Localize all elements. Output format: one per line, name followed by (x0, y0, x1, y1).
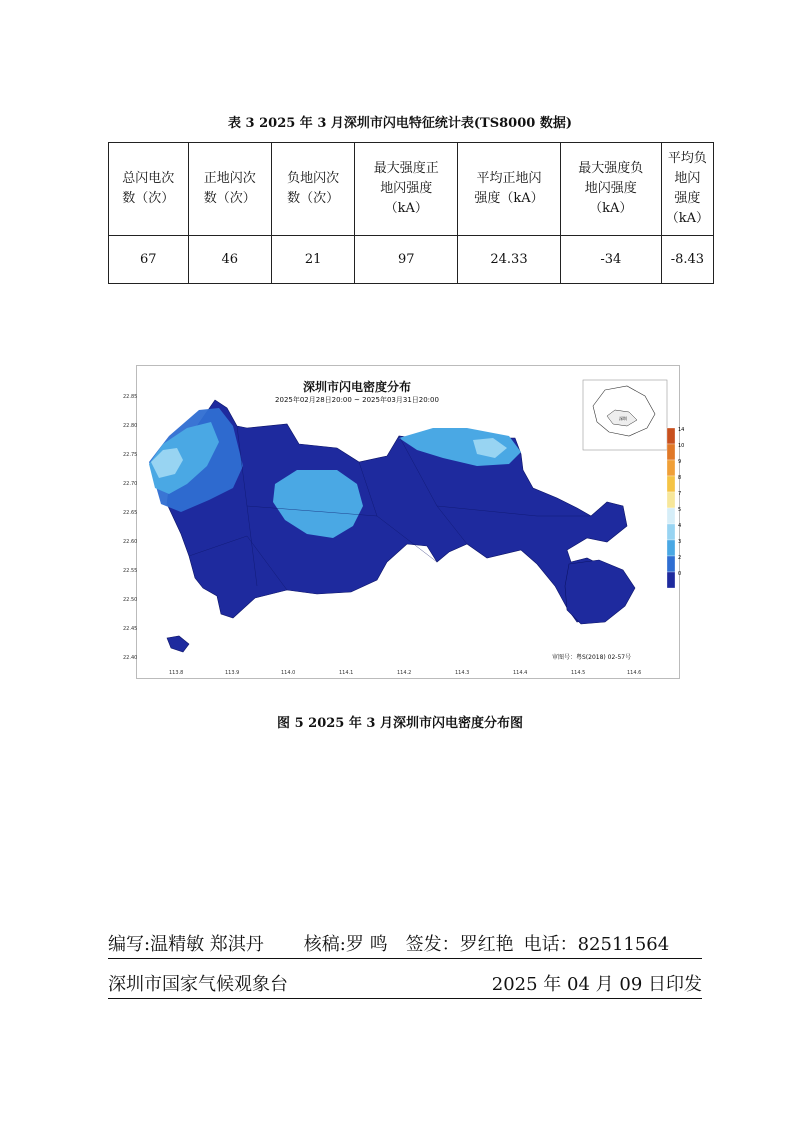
table-header-row (109, 143, 714, 236)
value-avg-positive: 24.33 (458, 236, 561, 284)
figure-caption: 图 5 2025 年 3 月深圳市闪电密度分布图 (277, 716, 523, 731)
legend-swatch (667, 508, 675, 524)
density-legend (667, 427, 684, 588)
legend-swatch (667, 524, 675, 540)
legend-swatch (667, 572, 675, 588)
shenzhen-landmass (167, 400, 627, 622)
value-avg-negative: -8.43 (661, 236, 713, 284)
legend-swatch (667, 444, 675, 460)
lon-tick: 113.9 (225, 670, 240, 676)
lightning-density-map (123, 365, 685, 679)
legend-tick-label: 3 (678, 539, 682, 545)
value-negative-cg: 21 (271, 236, 354, 284)
lat-tick: 22.60 (123, 539, 138, 545)
lon-tick: 114.5 (571, 670, 586, 676)
header-max-negative: 最大强度负 地闪强度 （kA） (560, 143, 661, 236)
lat-tick: 22.55 (123, 568, 138, 574)
value-total-flashes: 67 (109, 236, 189, 284)
legend-swatch (667, 428, 675, 444)
legend-tick-label: 2 (678, 555, 682, 561)
table-caption: 表 3 2025 年 3 月深圳市闪电特征统计表(TS8000 数据) (228, 116, 572, 131)
footer-date: 2025 年 04 月 09 日印发 (491, 974, 702, 995)
legend-swatch (667, 540, 675, 556)
header-positive-cg: 正地闪次 数（次） (188, 143, 271, 236)
lat-tick: 22.85 (123, 394, 138, 400)
legend-tick-label: 0 (678, 571, 682, 577)
footer-phone: 电话：82511564 (523, 934, 670, 955)
lat-tick: 22.70 (123, 481, 138, 487)
footer-reviewer: 核稿:罗 鸣 (303, 934, 388, 955)
lat-tick: 22.50 (123, 597, 138, 603)
header-avg-negative: 平均负地闪 强度（kA） (661, 143, 713, 236)
map-subtitle: 2025年02月28日20:00 ~ 2025年03月31日20:00 (275, 396, 439, 404)
legend-tick-label: 10 (678, 443, 685, 449)
legend-tick-label: 8 (678, 475, 682, 481)
southeast-peninsula (565, 560, 635, 624)
inset-label: 深圳 (619, 416, 627, 421)
lon-tick: 114.6 (627, 670, 642, 676)
island (167, 636, 189, 652)
header-negative-cg: 负地闪次 数（次） (271, 143, 354, 236)
legend-tick-label: 7 (678, 491, 682, 497)
map-graphic (137, 366, 685, 678)
lon-tick: 114.2 (397, 670, 412, 676)
header-max-positive: 最大强度正 地闪强度 （kA） (355, 143, 458, 236)
lat-tick: 22.45 (123, 626, 138, 632)
lon-tick: 114.3 (455, 670, 470, 676)
lon-tick: 113.8 (169, 670, 184, 676)
value-max-negative: -34 (560, 236, 661, 284)
footer-authors: 编写:温精敏 郑淇丹 (108, 934, 264, 955)
footer-issue-line (108, 972, 702, 999)
lightning-stats-table (108, 142, 714, 284)
legend-swatch (667, 476, 675, 492)
lat-tick: 22.80 (123, 423, 138, 429)
legend-swatch (667, 492, 675, 508)
map-title: 深圳市闪电密度分布 (302, 380, 411, 394)
header-total-flashes: 总闪电次 数（次） (109, 143, 189, 236)
map-approval-number: 审图号：粤S(2018) 02-57号 (552, 654, 632, 661)
table-row (109, 236, 714, 284)
footer-issuer: 签发：罗红艳 (405, 934, 514, 955)
legend-swatch (667, 556, 675, 572)
value-positive-cg: 46 (188, 236, 271, 284)
value-max-positive: 97 (355, 236, 458, 284)
header-avg-positive: 平均正地闪 强度（kA） (458, 143, 561, 236)
lat-tick: 22.75 (123, 452, 138, 458)
legend-swatch (667, 460, 675, 476)
legend-tick-label: 14 (678, 427, 685, 433)
lat-tick: 22.65 (123, 510, 138, 516)
footer-organization: 深圳市国家气候观象台 (108, 974, 288, 995)
footer-signatures (108, 932, 702, 959)
legend-tick-label: 5 (678, 507, 682, 513)
lon-tick: 114.0 (281, 670, 296, 676)
legend-tick-label: 4 (678, 523, 682, 529)
legend-tick-label: 9 (678, 459, 682, 465)
lat-tick: 22.40 (123, 655, 138, 661)
lon-tick: 114.1 (339, 670, 354, 676)
lon-tick: 114.4 (513, 670, 528, 676)
